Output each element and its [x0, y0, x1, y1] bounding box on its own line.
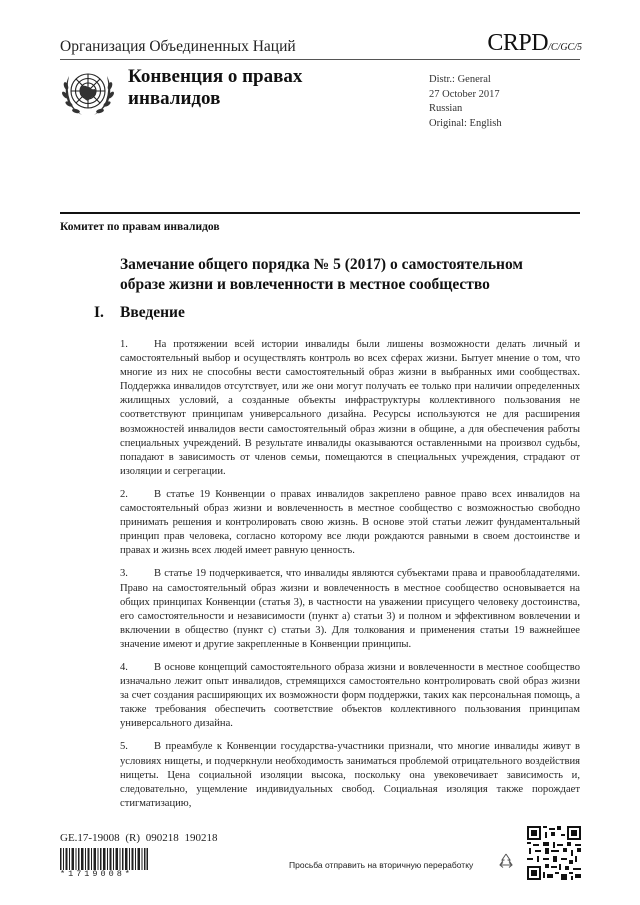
qr-code-icon [527, 826, 581, 880]
paragraph [120, 338, 580, 479]
barcode-icon [60, 848, 148, 870]
document-date: 27 October 2017 [429, 88, 500, 100]
section-title: Введение [120, 304, 185, 321]
barcode-number: *1719008* [60, 869, 133, 879]
paragraph-text: В основе концепций самостоятельного образа жизни и вовлеченности в местное сообщество изначально лежит опыт инвалидов, стремящихся самостоятельно контролировать свой образ жизни за счет создания расширяющих их возможности форм поддержки, таких как персональная помощь, а также требования обеспечить соответствие объектов коллективного пользования принципам универсального дизайна. [120, 661, 580, 730]
paragraph-number: 2. [120, 488, 128, 500]
document-symbol [487, 30, 582, 57]
document-language: Russian [429, 103, 463, 114]
paragraph-number: 5. [120, 741, 128, 753]
section-heading [94, 304, 185, 322]
paragraph-number: 1. [120, 339, 128, 350]
document-symbol-sub: /C/GC/5 [548, 42, 582, 53]
paragraph-number: 4. [120, 661, 128, 673]
convention-title [128, 66, 302, 110]
paragraph [120, 567, 580, 652]
recycle-icon [497, 852, 515, 870]
paragraph-text: В статье 19 Конвенции о правах инвалидов закреплено равное право всех инвалидов на самостоятельный образ жизни и вовлеченность в местное сообщество с возможностью свободно принимать решения и контролировать свою жизнь. В основе этой статьи лежит фундаментальный принцип прав человека, согласно которому все люди рождаются равными в своем достоинстве и правах и жизнь всех людей имеет равную ценность. [120, 488, 580, 557]
header-rule [60, 59, 580, 60]
document-symbol-main: CRPD [487, 30, 549, 56]
recycle-note: Просьба отправить на вторичную переработку [289, 860, 474, 870]
original-language: Original: English [429, 117, 502, 129]
title-rule [60, 212, 580, 214]
distribution-block [429, 73, 502, 131]
paragraph-list [120, 338, 580, 820]
paragraph-number: 3. [120, 568, 128, 580]
paragraph-text: На протяжении всей истории инвалиды были лишены возможности делать личный и самостоятельный выбор и осуществлять контроль во всех сферах жизни. Бытует мнение о том, что многие из них не способны вести самостоятельный образ жизни в выбранных ими сообществах. Поддержка инвалидов отсутствует, или же они могут получать ее только при наличии определенных жилищных условий, а созданные объекты инфраструктуры коллективного пользования не соответствуют принципам универсального дизайна. Ресурсы используются не для расширения возможностей инвалидов вести самостоятельный образ жизни в общине, а для обеспечения работы специальных учреждений. В результате инвалиды оказываются оставленными на произвол судьбы, попадают в зависимость от членов семьи, помещаются в специальных учреждения, страдают от изоляции и сегрегации. [120, 339, 580, 477]
document-title: Замечание общего порядка № 5 (2017) о самостоятельном образе жизни и вовлеченности в местное сообщество [120, 256, 523, 293]
paragraph [120, 740, 580, 810]
section-number: I. [94, 304, 104, 321]
paragraph [120, 661, 580, 731]
convention-title-line-2: инвалидов [128, 88, 221, 109]
paragraph-text: В статье 19 подчеркивается, что инвалиды являются субъектами права и правообладателями. Право на самостоятельный образ жизни и вовлеченность в местное сообщество основывается на общих принципах Конвенции (статья 3), в частности на уважении присущего человеку достоинства, его самостоятельности и независимости (пункт а) статьи 3) и полном и эффективном вовлечении и включении в общество (пункт с) статьи 3). Для толкования и применения статьи 19 важнейшее значение имеют и другие закрепленные в Конвенции принципы. [120, 568, 580, 650]
convention-title-line-1: Конвенция о правах [128, 66, 303, 87]
paragraph-text: В преамбуле к Конвенции государства-участники признали, что многие инвалиды живут в условиях нищеты, и подчеркнули необходимость заниматься проблемой отрицательного воздействия нищеты. Цена социальной изоляции высока, поскольку она увековечивает зависимость и, следовательно, ущемление индивидуальных свобод. Социальная изоляция также порождает стигматизацию, [120, 741, 580, 809]
distribution: Distr.: General [429, 74, 491, 85]
un-emblem-icon [60, 64, 116, 122]
committee-name: Комитет по правам инвалидов [60, 221, 220, 233]
paragraph [120, 488, 580, 558]
job-code: GE.17-19008 (R) 090218 190218 [60, 832, 218, 844]
organization-name: Организация Объединенных Наций [60, 38, 296, 55]
